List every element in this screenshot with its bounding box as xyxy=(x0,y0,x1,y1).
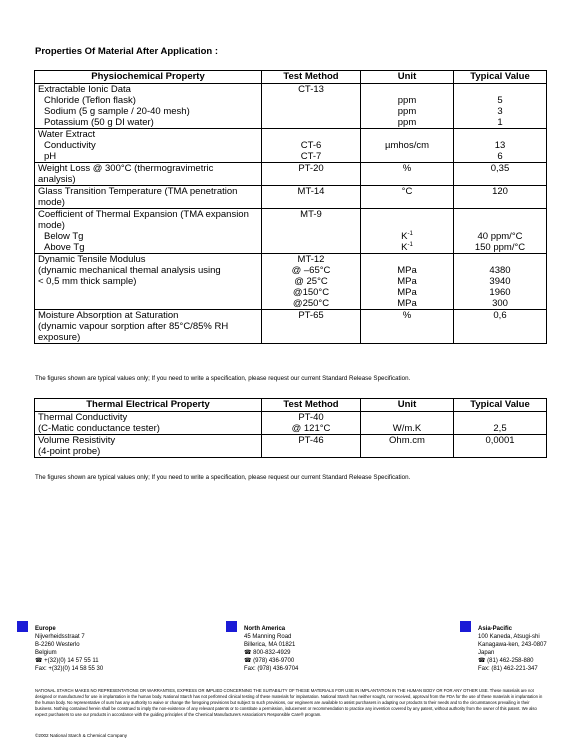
address-line: 100 Kaneda, Atsugi-shi xyxy=(478,634,540,640)
property-cell xyxy=(35,129,262,163)
cell-line: 1960 xyxy=(489,287,511,298)
cell-line: W/m.K xyxy=(392,423,422,434)
property-cell xyxy=(35,186,262,209)
cell-line: CT-7 xyxy=(300,151,322,162)
cell-line: 0,0001 xyxy=(485,435,515,446)
cell-line: % xyxy=(402,310,412,321)
property-cell xyxy=(35,209,262,254)
cell-line xyxy=(364,412,450,423)
test-method-cell xyxy=(262,310,361,344)
cell-line: MT-9 xyxy=(300,209,322,220)
cell-line: ppm xyxy=(397,106,417,117)
region-asia-pacific xyxy=(478,625,547,673)
cell-line: CT-6 xyxy=(300,140,322,151)
cell-line: 4380 xyxy=(489,265,511,276)
cell-line xyxy=(364,174,450,185)
cell-line: MT-12 xyxy=(297,254,325,265)
page-title: Properties Of Material After Application : xyxy=(35,46,218,57)
property-cell xyxy=(35,310,262,344)
cell-line: 120 xyxy=(492,186,508,197)
column-header: Test Method xyxy=(262,399,361,412)
cell-line: @250°C xyxy=(292,298,330,309)
typical-value-cell xyxy=(454,129,547,163)
unit-cell xyxy=(361,129,454,163)
cell-line: pH xyxy=(44,151,57,162)
test-method-cell xyxy=(262,129,361,163)
address-line: B-2260 Westerlo xyxy=(35,642,80,648)
cell-line: Above Tg xyxy=(44,242,85,253)
table-row xyxy=(35,129,547,163)
table-row xyxy=(35,186,547,209)
typical-value-cell xyxy=(454,84,547,129)
column-header: Test Method xyxy=(262,71,361,84)
cell-line: PT-65 xyxy=(298,310,324,321)
unit-cell xyxy=(361,209,454,254)
region-north-america xyxy=(244,625,298,673)
column-header: Unit xyxy=(361,399,454,412)
address-line: Nijverheidsstraat 7 xyxy=(35,634,85,640)
unit-cell xyxy=(361,435,454,458)
cell-line: °C xyxy=(401,186,413,197)
copyright: ©2002 National Starch & Chemical Company xyxy=(35,733,127,738)
typical-value-cell xyxy=(454,186,547,209)
cell-line: Dynamic Tensile Modulus xyxy=(38,254,146,265)
fax-line: Fax: (978) 436-9704 xyxy=(244,666,299,672)
cell-line: PT-20 xyxy=(298,163,324,174)
cell-line: 13 xyxy=(494,140,506,151)
cell-line: % xyxy=(402,163,412,174)
phone-line: ☎ (978) 436-9700 xyxy=(244,658,295,664)
cell-line: µmhos/cm xyxy=(384,140,429,151)
cell-line: mode) xyxy=(38,197,65,208)
cell-line: $K^{-1}$ xyxy=(401,230,413,242)
unit-cell xyxy=(361,310,454,344)
table-row xyxy=(35,254,547,310)
cell-line: Sodium (5 g sample / 20-40 mesh) xyxy=(44,106,190,117)
cell-line: (C-Matic conductance tester) xyxy=(38,423,160,434)
cell-line: ppm xyxy=(397,117,417,128)
cell-line xyxy=(265,231,357,242)
column-header: Thermal Electrical Property xyxy=(35,399,262,412)
cell-line: 3940 xyxy=(489,276,511,287)
cell-line: 40 ppm/°C xyxy=(477,231,523,242)
property-cell xyxy=(35,163,262,186)
cell-line xyxy=(265,95,357,106)
property-cell xyxy=(35,84,262,129)
typical-values-note-1: The figures shown are typical values only; If you need to write a specification, please request our current Standard Release Specification. xyxy=(35,375,411,382)
cell-line xyxy=(265,174,357,185)
cell-line xyxy=(457,129,543,140)
unit-cell xyxy=(361,84,454,129)
cell-line: Volume Resistivity xyxy=(38,435,116,446)
cell-line: Water Extract xyxy=(38,129,96,140)
address-line: Japan xyxy=(478,650,495,656)
cell-line xyxy=(364,321,450,332)
fax-line: Fax: +(32)(0) 14 58 55 30 xyxy=(35,666,104,672)
brand-square-icon xyxy=(460,621,471,632)
brand-square-icon xyxy=(226,621,237,632)
cell-line: (dynamic mechanical themal analysis using xyxy=(38,265,221,276)
typical-value-cell xyxy=(454,412,547,435)
cell-line: ppm xyxy=(397,95,417,106)
phone-line: ☎ +(32)(0) 14 57 55 11 xyxy=(35,658,99,664)
column-header: Typical Value xyxy=(454,399,547,412)
cell-line xyxy=(457,209,543,220)
brand-square-icon xyxy=(17,621,28,632)
table-row xyxy=(35,412,547,435)
typical-value-cell xyxy=(454,310,547,344)
cell-line xyxy=(457,220,543,231)
cell-line: Potassium (50 g DI water) xyxy=(44,117,154,128)
table-row xyxy=(35,435,547,458)
table-row xyxy=(35,163,547,186)
cell-line: analysis) xyxy=(38,174,76,185)
cell-line: PT-40 xyxy=(298,412,324,423)
cell-line: 5 xyxy=(497,95,503,106)
unit-exponent: -1 xyxy=(407,230,413,237)
test-method-cell xyxy=(262,435,361,458)
cell-line xyxy=(364,129,450,140)
cell-line xyxy=(457,254,543,265)
cell-line: 2,5 xyxy=(493,423,507,434)
physiochemical-table xyxy=(34,70,547,344)
cell-line xyxy=(364,209,450,220)
typical-values-note-2: The figures shown are typical values only; If you need to write a specification, please request our current Standard Release Specification. xyxy=(35,474,411,481)
cell-line xyxy=(364,151,450,162)
cell-line xyxy=(457,412,543,423)
cell-line xyxy=(364,332,450,343)
unit-cell xyxy=(361,163,454,186)
thermal-electrical-table xyxy=(34,398,547,458)
cell-line: MPa xyxy=(397,276,417,287)
address-line: 45 Manning Road xyxy=(244,634,292,640)
cell-line: MPa xyxy=(397,265,417,276)
cell-line: MT-14 xyxy=(297,186,325,197)
cell-line: Thermal Conductivity xyxy=(38,412,128,423)
cell-line: mode) xyxy=(38,220,65,231)
test-method-cell xyxy=(262,412,361,435)
cell-line: 0,35 xyxy=(490,163,510,174)
test-method-cell xyxy=(262,254,361,310)
column-header: Physiochemical Property xyxy=(35,71,262,84)
cell-line: CT-13 xyxy=(298,84,324,95)
cell-line: Chloride (Teflon flask) xyxy=(44,95,136,106)
cell-line: 1 xyxy=(497,117,503,128)
cell-line xyxy=(265,242,357,253)
unit-cell xyxy=(361,412,454,435)
unit-cell xyxy=(361,186,454,209)
cell-line: MPa xyxy=(397,287,417,298)
cell-line xyxy=(364,84,450,95)
property-cell xyxy=(35,254,262,310)
column-header: Unit xyxy=(361,71,454,84)
cell-line: Conductivity xyxy=(44,140,96,151)
cell-line: < 0,5 mm thick sample) xyxy=(38,276,137,287)
address-line: Kanagawa-ken, 243-0807 xyxy=(478,642,547,648)
region-name: Europe xyxy=(35,626,56,632)
property-cell xyxy=(35,435,262,458)
cell-line: Extractable Ionic Data xyxy=(38,84,131,95)
phone-line: ☎ (81) 462-258-880 xyxy=(478,658,534,664)
test-method-cell xyxy=(262,84,361,129)
address-line: Billerica, MA 01821 xyxy=(244,642,296,648)
cell-line xyxy=(265,332,357,343)
region-name: Asia-Pacific xyxy=(478,626,513,632)
test-method-cell xyxy=(262,209,361,254)
fax-line: Fax: (81) 462-221-347 xyxy=(478,666,538,672)
unit-exponent: -1 xyxy=(407,241,413,248)
cell-line xyxy=(265,106,357,117)
cell-line xyxy=(457,446,543,457)
cell-line: exposure) xyxy=(38,332,81,343)
cell-line: Weight Loss @ 300°C (thermogravimetric xyxy=(38,163,214,174)
cell-line: Glass Transition Temperature (TMA penetration xyxy=(38,186,238,197)
cell-line xyxy=(457,197,543,208)
cell-line: @ 121°C xyxy=(291,423,331,434)
test-method-cell xyxy=(262,186,361,209)
typical-value-cell xyxy=(454,254,547,310)
cell-line xyxy=(265,129,357,140)
table-row xyxy=(35,84,547,129)
cell-line xyxy=(364,197,450,208)
cell-line xyxy=(457,174,543,185)
table-row xyxy=(35,209,547,254)
legal-disclaimer: NATIONAL STARCH MAKES NO REPRESENTATIONS OR WARRANTIES, EXPRESS OR IMPLIED CONCERNING THE SUITABILITY OF THESE MATERIALS FOR USE IN IMPLANTATION IN THE HUMAN BODY OR FOR ANY OTHER USE. These materials are not designed or manufactured for use in implantation in the human body. National Starch has not performed clinical testing of these materials for implantation. National Starch has neither sought, nor received, approval from the FDA for the use of these materials in implantation in the human body. No representative of ours has any authority to waive or change the foregoing provisions but subject to such provisions, our engineers are available to assist purchasers in adapting our products to their needs and to the circumstances prevailing in their business. Nothing contained herein shall be construed to imply the non-existence of any relevant patents or to constitute a permission, inducement or recommendation to practice any invention covered by any patent, without authority from the owner of this patent. We also expect purchasers to use our products in accordance with the guiding principles of the Chemical Manufacturers Association's Responsible Care® program. xyxy=(35,688,543,717)
region-europe xyxy=(35,625,103,673)
cell-line: Below Tg xyxy=(44,231,84,242)
cell-line: 3 xyxy=(497,106,503,117)
test-method-cell xyxy=(262,163,361,186)
cell-line: @150°C xyxy=(292,287,330,298)
cell-line xyxy=(364,220,450,231)
property-cell xyxy=(35,412,262,435)
cell-line: (dynamic vapour sorption after 85°C/85% RH xyxy=(38,321,229,332)
cell-line xyxy=(364,446,450,457)
cell-line: 300 xyxy=(492,298,508,309)
cell-line: Ohm.cm xyxy=(389,435,425,446)
cell-line xyxy=(265,220,357,231)
phone-line: ☎ 800-832-4929 xyxy=(244,650,291,656)
cell-line xyxy=(265,321,357,332)
region-name: North America xyxy=(244,626,286,632)
cell-line: 0,6 xyxy=(493,310,507,321)
table-row xyxy=(35,310,547,344)
cell-line xyxy=(265,197,357,208)
unit-cell xyxy=(361,254,454,310)
cell-line: 6 xyxy=(497,151,503,162)
typical-value-cell xyxy=(454,163,547,186)
column-header: Typical Value xyxy=(454,71,547,84)
cell-line xyxy=(457,332,543,343)
typical-value-cell xyxy=(454,209,547,254)
cell-line xyxy=(265,446,357,457)
cell-line: PT-46 xyxy=(298,435,324,446)
typical-value-cell xyxy=(454,435,547,458)
cell-line xyxy=(38,287,258,298)
cell-line: $K^{-1}$ xyxy=(401,241,413,253)
cell-line xyxy=(457,84,543,95)
cell-line: Moisture Absorption at Saturation xyxy=(38,310,179,321)
cell-line xyxy=(364,254,450,265)
address-line: Belgium xyxy=(35,650,57,656)
cell-line: 150 ppm/°C xyxy=(474,242,526,253)
cell-line xyxy=(265,117,357,128)
cell-line: (4-point probe) xyxy=(38,446,101,457)
cell-line xyxy=(457,321,543,332)
cell-line: @ 25°C xyxy=(294,276,328,287)
cell-line: MPa xyxy=(397,298,417,309)
cell-line: Coefficient of Thermal Expansion (TMA expansion xyxy=(38,209,249,220)
cell-line: @ –65°C xyxy=(291,265,331,276)
